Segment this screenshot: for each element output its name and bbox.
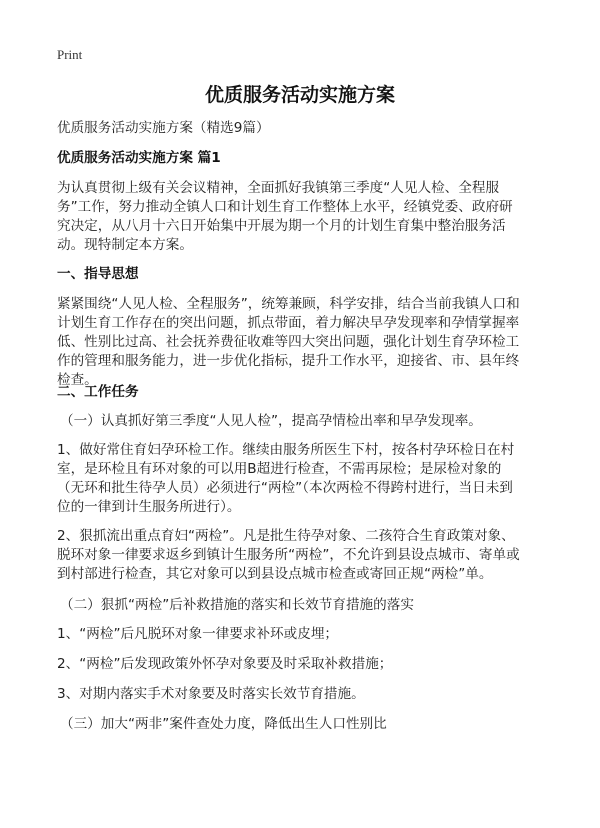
task1-heading: （一）认真抓好第三季度“人见人检”，提高孕情检出率和早孕发现率。 [60, 413, 482, 429]
section2-heading: 二、工作任务 [57, 384, 139, 400]
article-heading: 优质服务活动实施方案 篇1 [57, 150, 221, 166]
page-title: 优质服务活动实施方案 [204, 84, 395, 106]
section1-heading: 一、指导思想 [57, 266, 139, 282]
task1-item1: 1、做好常住育妇孕环检工作。继续由服务所医生下村，按各村孕环检日在村室，是环检且有环对象的可以用B超进行检查，不需再尿检；是尿检对象的（无环和批生待孕人员）必须进行“两检”（本次两检不得跨村进行，当日未到位的一律到计生服务所进行）。 [57, 442, 515, 515]
task1-item2: 2、狠抓流出重点育妇“两检”。凡是批生待孕对象、二孩符合生育政策对象、脱环对象一律要求返乡到镇计生服务所“两检”，不允许到县设点城市、寄单或到村部进行检查，其它对象可以到县设点城市检查或寄回正规“两检”单。 [57, 528, 520, 582]
task2-item3: 3、对期内落实手术对象要及时落实长效节育措施。 [57, 686, 365, 702]
task3-heading: （三）加大“两非”案件查处力度，降低出生人口性别比 [60, 716, 387, 732]
task2-item2: 2、“两检”后发现政策外怀孕对象要及时采取补救措施； [57, 656, 393, 672]
subtitle: 优质服务活动实施方案（精选9篇） [57, 120, 270, 136]
task2-heading: （二）狠抓“两检”后补救措施的落实和长效节育措施的落实 [60, 597, 414, 613]
intro-paragraph: 为认真贯彻上级有关会议精神，全面抓好我镇第三季度“人见人检、全程服务”工作，努力推动全镇人口和计划生育工作整体上水平，经镇党委、政府研究决定，从八月十六日开始集中开展为期一个月的计划生育集中整治服务活动。现特制定本方案。 [57, 180, 513, 253]
print-link[interactable]: Print [57, 47, 83, 62]
task2-item1: 1、“两检”后凡脱环对象一律要求补环或皮埋； [57, 626, 339, 642]
section1-paragraph: 紧紧围绕“人见人检、全程服务”，统筹兼顾，科学安排，结合当前我镇人口和计划生育工作存在的突出问题，抓点带面，着力解决早孕发现率和孕情掌握率低、性别比过高、社会抚养费征收难等四大突出问题，强化计划生育孕环检工作的管理和服务能力，进一步优化指标，提升工作水平，迎接省、市、县年终检查。 [57, 296, 520, 388]
